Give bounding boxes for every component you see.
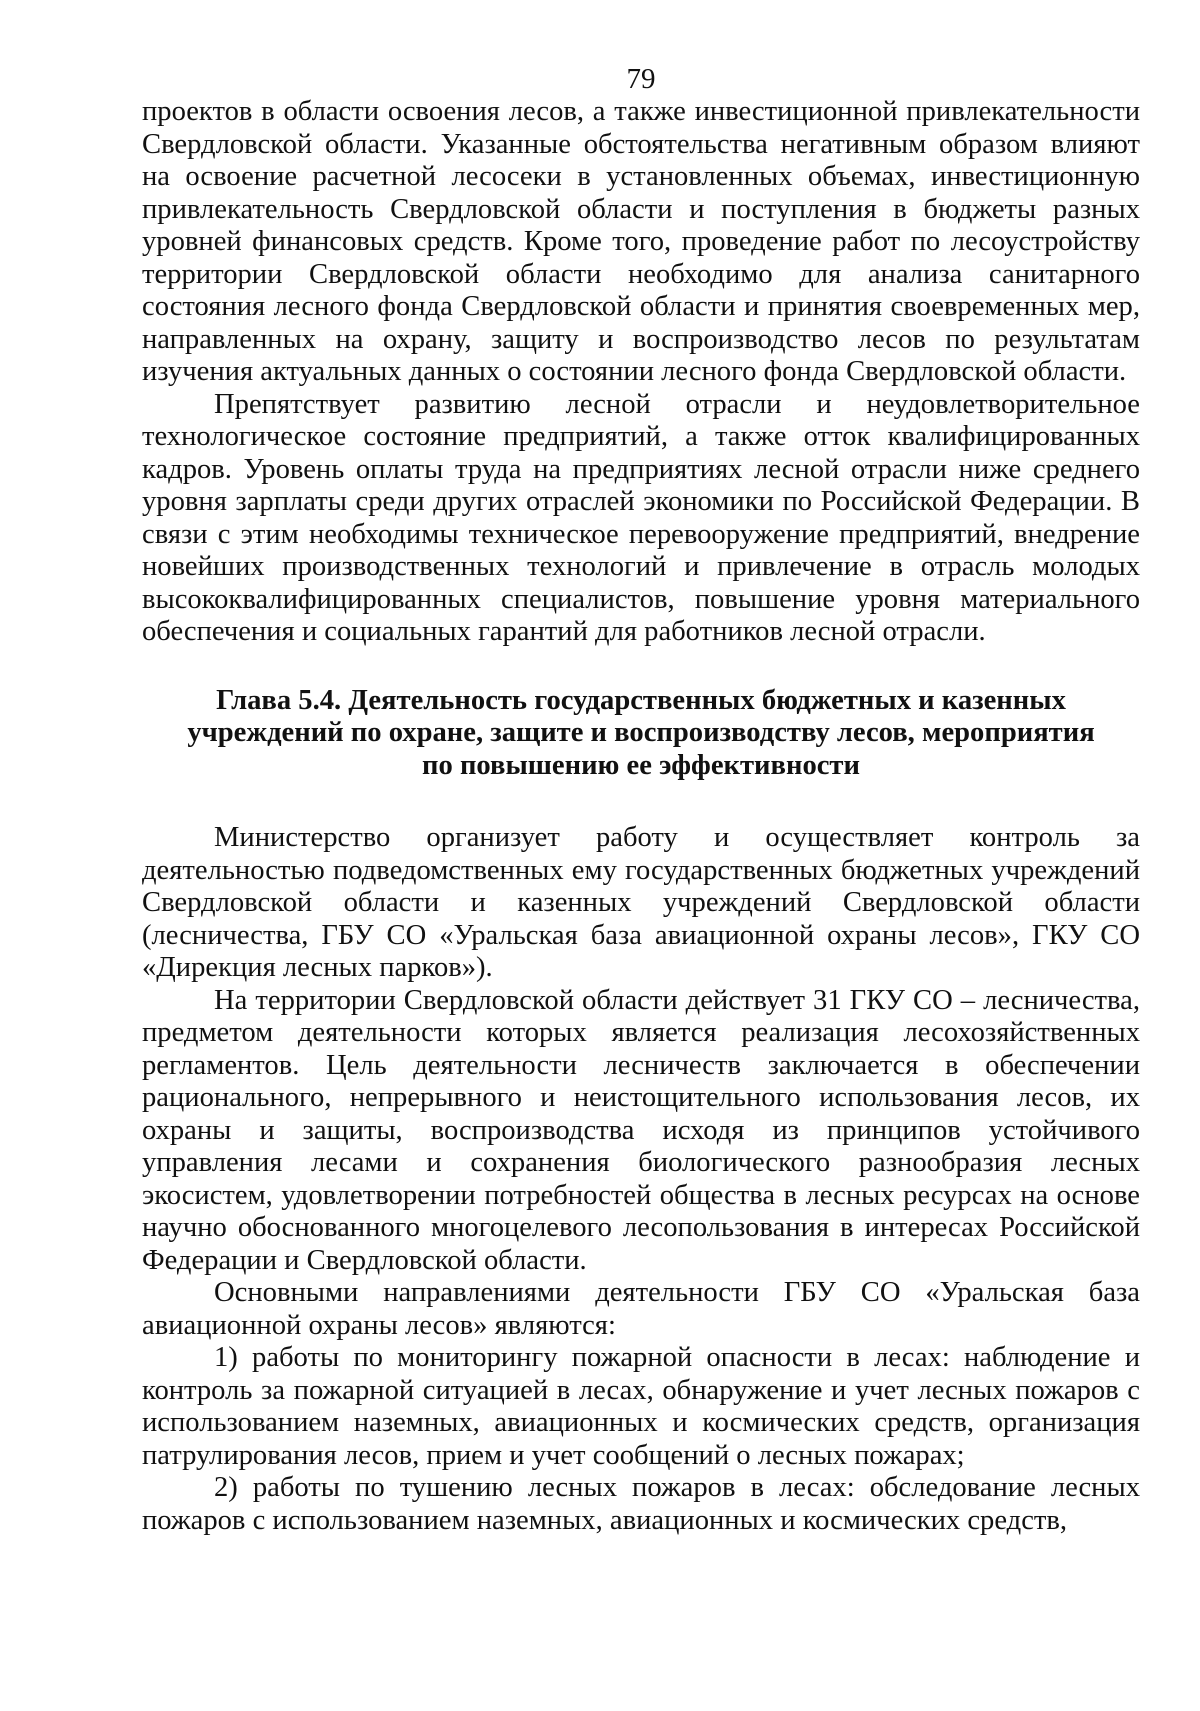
chapter-heading-line: по повышению ее эффективности <box>422 749 860 781</box>
paragraph-forestries: На территории Свердловской области действует 31 ГКУ СО – лесничества, предметом деятельности которых является реализация лесохозяйственных регламентов. Цель деятельности лесничеств заключается в обеспечении рационального, непрерывного и неистощительного использования лесов, их охраны и защиты, воспроизводства исходя из принципов устойчивого управления лесами и сохранения биологического разнообразия лесных экосистем, удовлетворении потребностей общества в лесных ресурсах на основе научно обоснованного многоцелевого лесопользования в интересах Российской Федерации и Свердловской области. <box>142 984 1140 1276</box>
list-item-monitoring: 1) работы по мониторингу пожарной опасности в лесах: наблюдение и контроль за пожарной ситуацией в лесах, обнаружение и учет лесных пожаров с использованием наземных, авиационных и космических средств, организация патрулирования лесов, прием и учет сообщений о лесных пожарах; <box>142 1342 1140 1471</box>
chapter-heading-line: учреждений по охране, защите и воспроизводству лесов, мероприятия <box>187 717 1095 748</box>
document-page <box>142 60 1140 1537</box>
list-item-extinguishing: 2) работы по тушению лесных пожаров в лесах: обследование лесных пожаров с использованием наземных, авиационных и космических средств, <box>142 1472 1140 1536</box>
page-number: 79 <box>626 63 656 95</box>
chapter-heading-line: Глава 5.4. Деятельность государственных бюджетных и казенных <box>216 684 1066 716</box>
chapter-heading <box>142 685 1140 783</box>
paragraph-main-directions: Основными направлениями деятельности ГБУ СО «Уральская база авиационной охраны лесов» являются: <box>142 1277 1140 1341</box>
paragraph-continuation: проектов в области освоения лесов, а также инвестиционной привлекательности Свердловской области. Указанные обстоятельства негативным образом влияют на освоение расчетной лесосеки в установленных объемах, инвестиционную привлекательность Свердловской области и поступления в бюджеты разных уровней финансовых средств. Кроме того, проведение работ по лесоустройству территории Свердловской области необходимо для анализа санитарного состояния лесного фонда Свердловской области и принятия своевременных мер, направленных на охрану, защиту и воспроизводство лесов по результатам изучения актуальных данных о состоянии лесного фонда Свердловской области. <box>142 96 1140 387</box>
paragraph-ministry: Министерство организует работу и осуществляет контроль за деятельностью подведомственных ему государственных бюджетных учреждений Свердловской области и казенных учреждений Свердловской области (лесничества, ГБУ СО «Уральская база авиационной охраны лесов», ГКУ СО «Дирекция лесных парков»). <box>142 822 1140 983</box>
paragraph-forestry-problems: Препятствует развитию лесной отрасли и неудовлетворительное технологическое состояние предприятий, а также отток квалифицированных кадров. Уровень оплаты труда на предприятиях лесной отрасли ниже среднего уровня зарплаты среди других отраслей экономики по Российской Федерации. В связи с этим необходимы техническое перевооружение предприятий, внедрение новейших производственных технологий и привлечение в отрасль молодых высококвалифицированных специалистов, повышение уровня материального обеспечения и социальных гарантий для работников лесной отрасли. <box>142 388 1140 647</box>
